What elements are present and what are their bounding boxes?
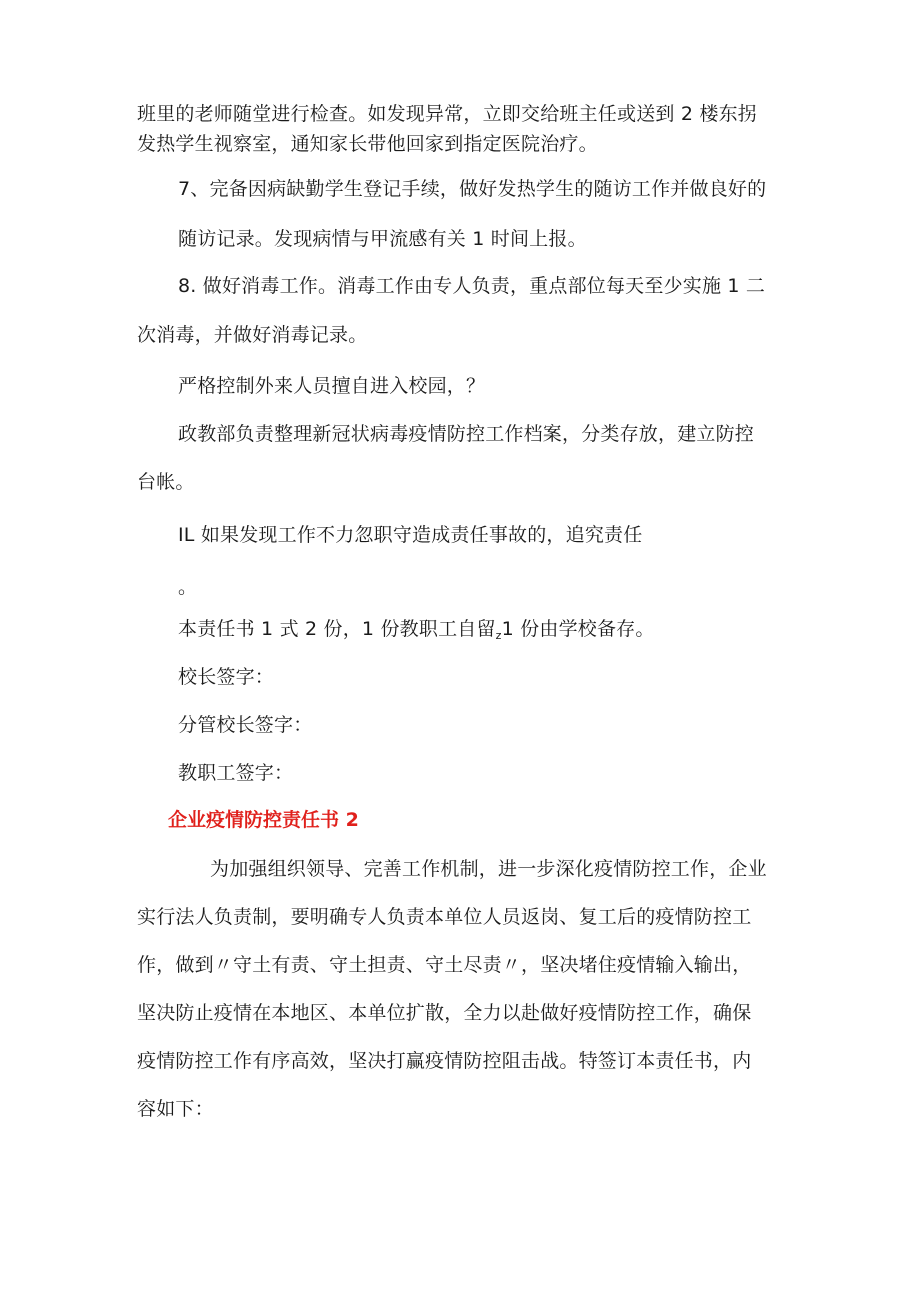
paragraph-line: 作，做到〃守土有责、守土担责、守土尽责〃，坚决堵住疫情输入输出， — [137, 954, 752, 976]
paragraph-line: 实行法人负责制，要明确专人负责本单位人员返岗、复工后的疫情防控工 — [137, 906, 752, 928]
paragraph-line: 容如下： — [137, 1098, 214, 1120]
paragraph-line: 台帐。 — [137, 471, 195, 493]
paragraph-line: 发热学生视察室，通知家长带他回家到指定医院治疗。 — [137, 133, 598, 155]
paragraph-line: 为加强组织领导、完善工作机制，进一步深化疫情防控工作，企业 — [210, 858, 767, 880]
staff-signature-label: 教职工签字： — [178, 762, 294, 784]
paragraph-line: 政教部负责整理新冠状病毒疫情防控工作档案，分类存放，建立防控 — [178, 423, 755, 445]
paragraph-line: 随访记录。发现病情与甲流感有关 1 时间上报。 — [178, 228, 587, 250]
paragraph-line: 严格控制外来人员擅自进入校园，？ — [178, 375, 486, 397]
deputy-principal-signature-label: 分管校长签字： — [178, 714, 313, 736]
copies-text: 本责任书 1 式 2 份，1 份教职工自留 — [178, 618, 496, 640]
copies-subscript: z — [495, 629, 502, 642]
principal-signature-label: 校长签字： — [178, 666, 275, 688]
paragraph-line: 次消毒，并做好消毒记录。 — [137, 324, 368, 346]
paragraph-line: 班里的老师随堂进行检查。如发现异常，立即交给班主任或送到 2 楼东拐 — [137, 103, 757, 125]
section-heading: 企业疫情防控责任书 2 — [168, 809, 359, 831]
paragraph-line: 。 — [178, 576, 198, 598]
paragraph-line: 疫情防控工作有序高效，坚决打赢疫情防控阻击战。特签订本责任书，内 — [137, 1050, 752, 1072]
paragraph-line: 8. 做好消毒工作。消毒工作由专人负责，重点部位每天至少实施 1 二 — [178, 275, 766, 297]
paragraph-line: 坚决防止疫情在本地区、本单位扩散，全力以赴做好疫情防控工作，确保 — [137, 1002, 752, 1024]
paragraph-line: IL 如果发现工作不力忽职守造成责任事故的，追究责任 — [178, 524, 643, 546]
paragraph-line: 7、完备因病缺勤学生登记手续，做好发热学生的随访工作并做良好的 — [178, 178, 767, 200]
paragraph-line — [178, 617, 655, 648]
copies-text-end: 1 份由学校备存。 — [501, 618, 655, 640]
